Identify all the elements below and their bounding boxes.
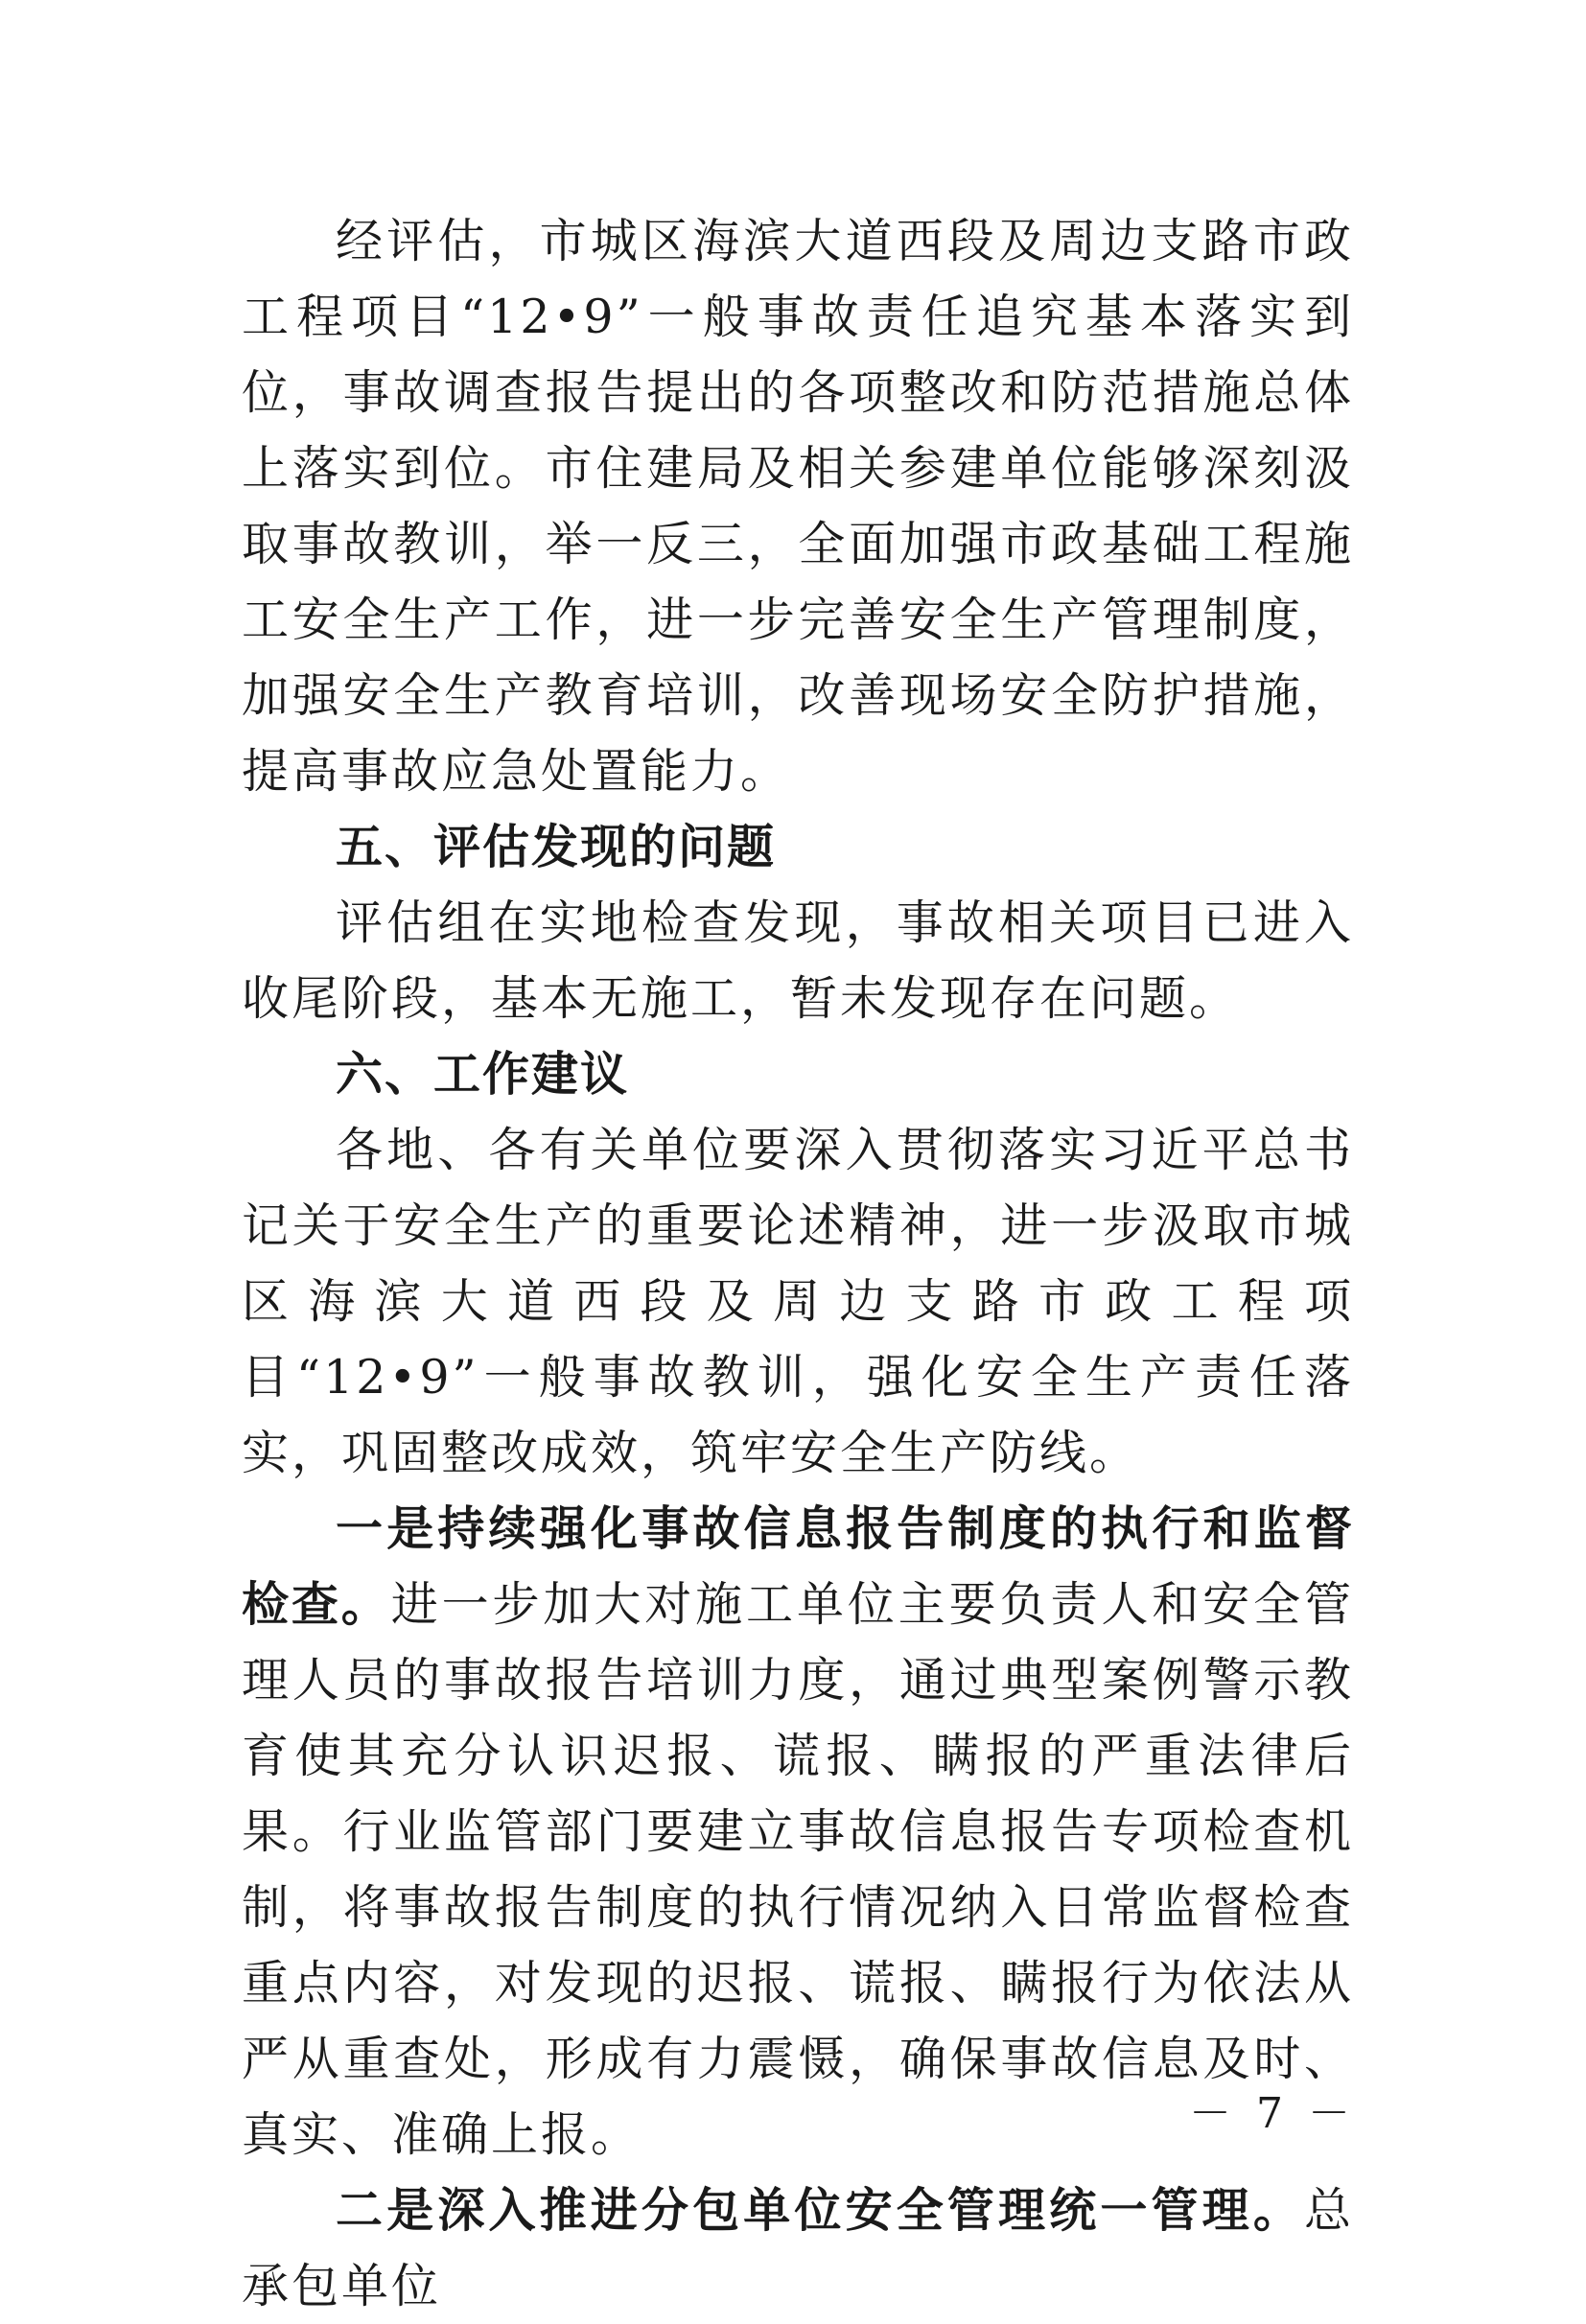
paragraph-text: 总承包单位 [242,2183,1354,2313]
page-number: － 7 － [1189,2089,1356,2138]
paragraph-text: 评估组在实地检查发现，事故相关项目已进入收尾阶段，基本无施工，暂未发现存在问题。 [242,895,1354,1026]
heading-text: 六、工作建议 [336,1047,630,1102]
suggestions-intro-paragraph [242,1112,1354,1491]
suggestion-two-lead: 二是深入推进分包单位安全管理统一管理。 [336,2183,1304,2238]
suggestion-one-paragraph [242,1491,1354,2173]
problems-paragraph [242,885,1354,1036]
paragraph-text: 经评估，市城区海滨大道西段及周边支路市政工程项目“12•9”一般事故责任追究基本落实到位，事故调查报告提出的各项整改和防范措施总体上落实到位。市住建局及相关参建单位能够深刻汲取事故教训，举一反三，全面加强市政基础工程施工安全生产工作，进一步完善安全生产管理制度，加强安全生产教育培训，改善现场安全防护措施，提高事故应急处置能力。 [242,214,1354,799]
suggestion-one-lead: 一是持续强化事故信息报告制度的执行和监督检查。 [242,1501,1354,1632]
section-heading-suggestions [242,1036,1354,1112]
document-body [242,203,1354,2324]
section-heading-problems [242,809,1354,885]
assessment-conclusion-paragraph [242,203,1354,809]
paragraph-text: 进一步加大对施工单位主要负责人和安全管理人员的事故报告培训力度，通过典型案例警示教育使其充分认识迟报、谎报、瞒报的严重法律后果。行业监管部门要建立事故信息报告专项检查机制，将事故报告制度的执行情况纳入日常监督检查重点内容，对发现的迟报、谎报、瞒报行为依法从严从重查处，形成有力震慑，确保事故信息及时、真实、准确上报。 [242,1577,1354,2162]
paragraph-text: 各地、各有关单位要深入贯彻落实习近平总书记关于安全生产的重要论述精神，进一步汲取市城区海滨大道西段及周边支路市政工程项目“12•9”一般事故教训，强化安全生产责任落实，巩固整改成效，筑牢安全生产防线。 [242,1123,1354,1480]
heading-text: 五、评估发现的问题 [336,820,777,874]
suggestion-two-paragraph [242,2173,1354,2324]
